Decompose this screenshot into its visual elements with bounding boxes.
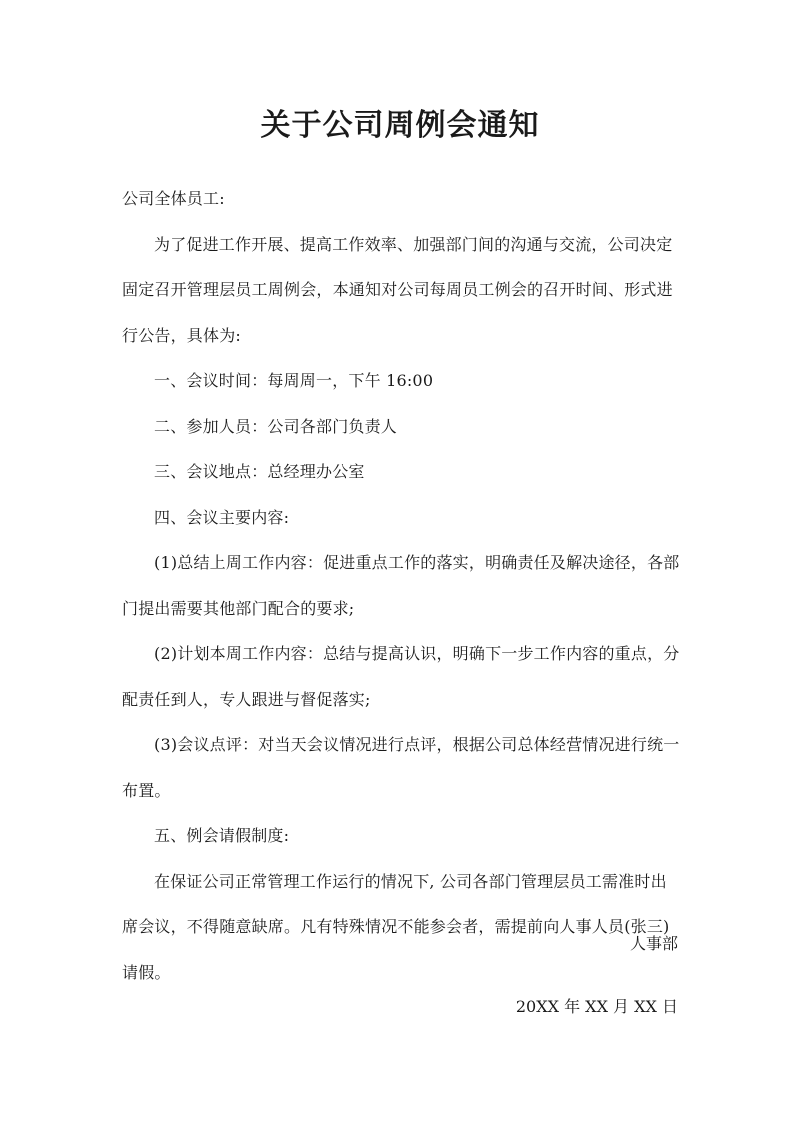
item-content-2: (2)计划本周工作内容：总结与提高认识，明确下一步工作内容的重点，分配责任到人，专人跟进与督促落实; (122, 644, 680, 709)
intro-paragraph: 为了促进工作开展、提高工作效率、加强部门间的沟通与交流，公司决定固定召开管理层员工周例会，本通知对公司每周员工例会的召开时间、形式进行公告，具体为: (122, 234, 673, 345)
item-leave-text: 在保证公司正常管理工作运行的情况下, 公司各部门管理层员工需准时出席会议，不得随意缺席。凡有特殊情况不能参会者，需提前向人事人员(张三)请假。 (122, 871, 670, 982)
item-content-heading: 四、会议主要内容: (154, 507, 290, 527)
document-body (122, 176, 682, 995)
item-content-1: (1)总结上周工作内容：促进重点工作的落实，明确责任及解决途径，各部门提出需要其他部门配合的要求; (122, 553, 680, 618)
signature-department: 人事部 (629, 934, 678, 953)
item-attendees: 二、参加人员：公司各部门负责人 (154, 416, 398, 436)
item-meeting-time: 一、会议时间：每周周一，下午 16:00 (154, 371, 434, 390)
salutation: 公司全体员工: (122, 189, 225, 208)
document-title: 关于公司周例会通知 (260, 108, 540, 143)
document-date: 20XX 年 XX 月 XX 日 (515, 997, 678, 1016)
item-content-3: (3)会议点评：对当天会议情况进行点评，根据公司总体经营情况进行统一布置。 (122, 735, 680, 800)
item-leave-heading: 五、例会请假制度: (154, 826, 290, 845)
item-location: 三、会议地点：总经理办公室 (154, 462, 365, 481)
